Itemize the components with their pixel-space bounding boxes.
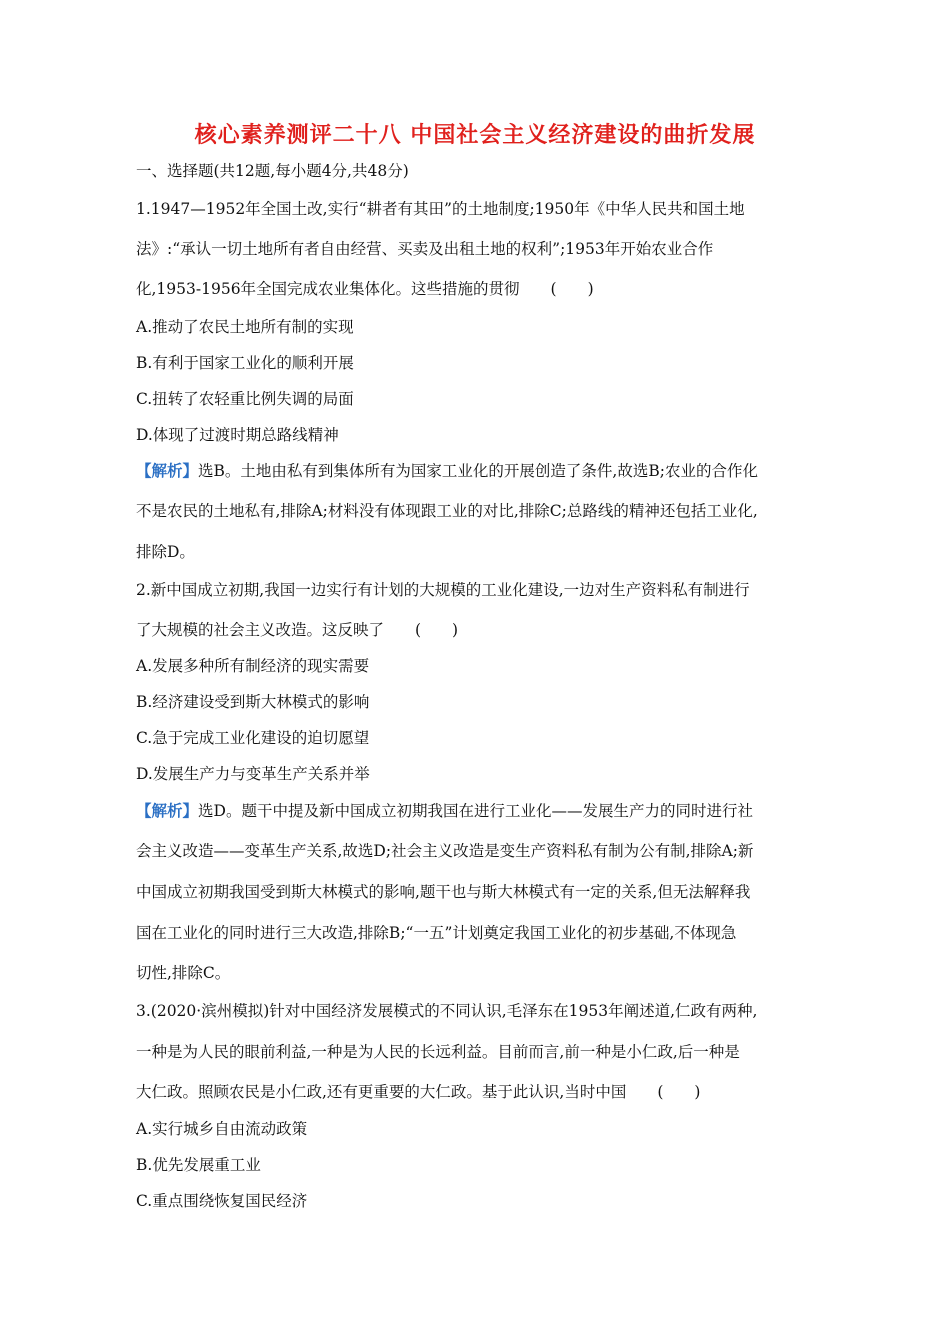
question-2-analysis-line: 会主义改造——变革生产关系,故选D;社会主义改造是变生产资料私有制为公有制,排除A;新 [136,842,754,860]
question-3-option-a: A.实行城乡自由流动政策 [136,1120,308,1138]
question-1-line: 1.1947—1952年全国土改,实行“耕者有其田”的土地制度;1950年《中华人民共和国土地 [136,200,745,218]
question-1-analysis-line: 排除D。 [136,543,195,561]
question-1-analysis-line: 不是农民的土地私有,排除A;材料没有体现跟工业的对比,排除C;总路线的精神还包括工业化, [136,502,758,520]
question-1-option-d: D.体现了过渡时期总路线精神 [136,426,339,444]
question-1-option-b: B.有利于国家工业化的顺利开展 [136,354,354,372]
question-1-analysis-line [136,460,826,482]
question-2-line: 了大规模的社会主义改造。这反映了 ( ) [136,621,459,639]
question-3-line: 3.(2020·滨州模拟)针对中国经济发展模式的不同认识,毛泽东在1953年阐述道,仁政有两种, [136,1002,758,1020]
analysis-text: 选D。题干中提及新中国成立初期我国在进行工业化——发展生产力的同时进行社 [198,802,753,820]
question-2-analysis-line: 切性,排除C。 [136,964,231,982]
question-2-analysis-line [136,800,826,822]
question-3-line: 大仁政。照顾农民是小仁政,还有更重要的大仁政。基于此认识,当时中国 ( ) [136,1083,701,1101]
question-2-analysis-line: 中国成立初期我国受到斯大林模式的影响,题干也与斯大林模式有一定的关系,但无法解释我 [136,883,751,901]
page-title: 核心素养测评二十八 中国社会主义经济建设的曲折发展 [194,122,756,148]
question-2-option-d: D.发展生产力与变革生产关系并举 [136,765,370,783]
question-2-analysis-line: 国在工业化的同时进行三大改造,排除B;“一五”计划奠定我国工业化的初步基础,不体现急 [136,924,737,942]
question-2-option-b: B.经济建设受到斯大林模式的影响 [136,693,370,711]
analysis-tag: 【解析】 [136,801,199,820]
question-1-line: 法》:“承认一切土地所有者自由经营、买卖及出租土地的权利”;1953年开始农业合作 [136,240,714,258]
question-1-option-c: C.扭转了农轻重比例失调的局面 [136,390,354,408]
question-3-line: 一种是为人民的眼前利益,一种是为人民的长远利益。目前而言,前一种是小仁政,后一种是 [136,1043,740,1061]
analysis-text: 选B。土地由私有到集体所有为国家工业化的开展创造了条件,故选B;农业的合作化 [198,462,758,480]
question-3-option-c: C.重点围绕恢复国民经济 [136,1192,308,1210]
question-1-option-a: A.推动了农民土地所有制的实现 [136,318,354,336]
question-2-option-a: A.发展多种所有制经济的现实需要 [136,657,370,675]
analysis-tag: 【解析】 [136,461,199,480]
question-2-option-c: C.急于完成工业化建设的迫切愿望 [136,729,370,747]
question-2-line: 2.新中国成立初期,我国一边实行有计划的大规模的工业化建设,一边对生产资料私有制进行 [136,581,750,599]
question-1-line: 化,1953-1956年全国完成农业集体化。这些措施的贯彻 ( ) [136,280,594,298]
question-3-option-b: B.优先发展重工业 [136,1156,261,1174]
section-header: 一、选择题(共12题,每小题4分,共48分) [136,162,409,180]
